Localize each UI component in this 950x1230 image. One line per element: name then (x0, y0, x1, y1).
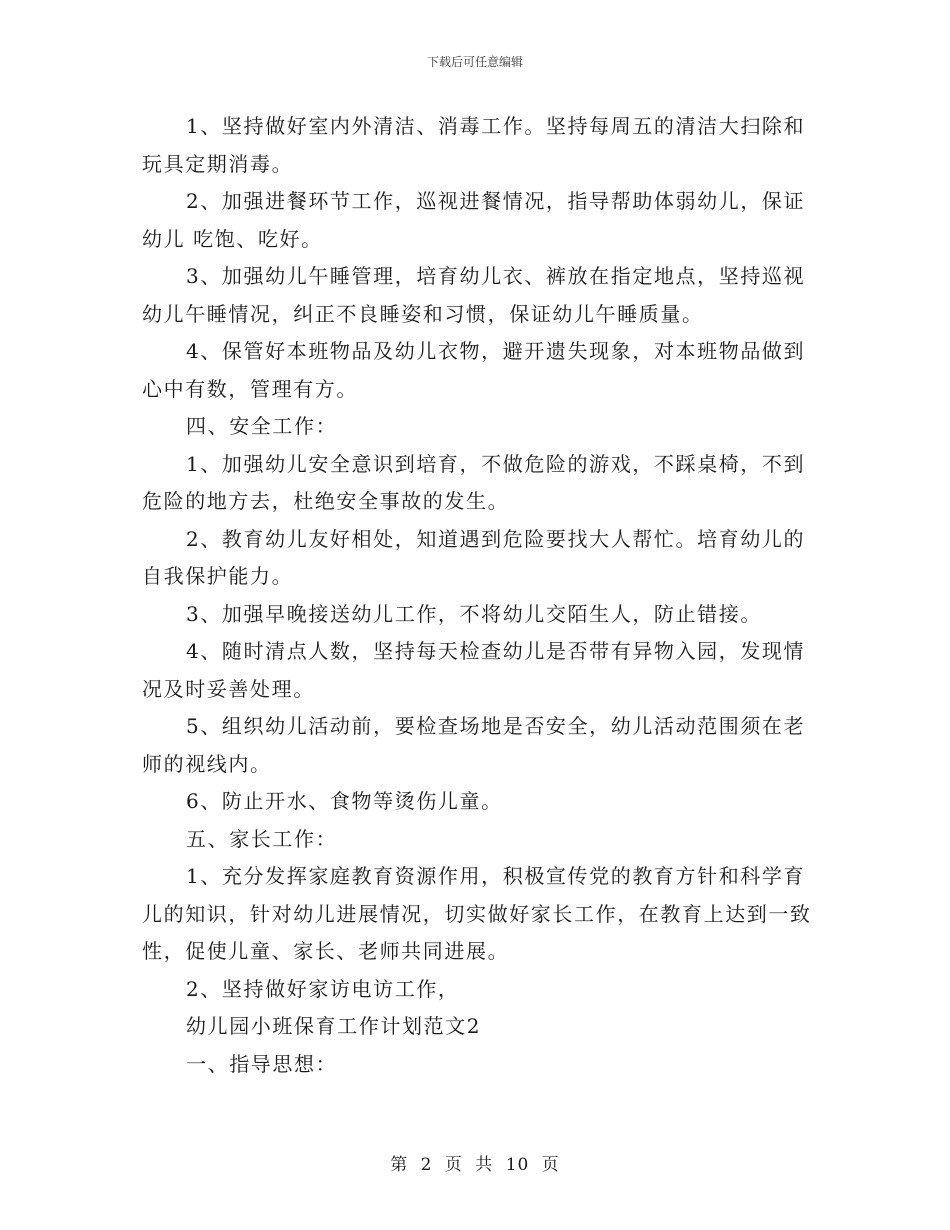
paragraph: 2、坚持做好家访电访工作， (186, 976, 460, 1001)
document-title: 幼儿园小班保育工作计划范文2 (186, 1014, 482, 1038)
paragraph: 2、加强进餐环节工作，巡视进餐情况，指导帮助体弱幼儿，保证幼儿 吃饱、吃好。 (142, 189, 806, 251)
section-heading: 一、指导思想： (186, 1051, 338, 1076)
paragraph: 6、防止开水、食物等烫伤儿童。 (186, 789, 503, 813)
paragraph: 1、加强幼儿安全意识到培育，不做危险的游戏，不踩桌椅，不到危险的地方去，杜绝安全事故的发生。 (142, 451, 806, 513)
paragraph: 1、坚持做好室内外清洁、消毒工作。坚持每周五的清洁大扫除和玩具定期消毒。 (142, 114, 806, 176)
section-heading: 四、安全工作： (186, 414, 338, 438)
paragraph: 4、保管好本班物品及幼儿衣物，避开遗失现象，对本班物品做到心中有数，管理有方。 (142, 339, 806, 401)
page-header: 下载后可任意编辑 (426, 55, 523, 69)
page-footer: 第 2 页 共 10 页 (390, 1155, 560, 1175)
paragraph: 2、教育幼儿友好相处，知道遇到危险要找大人帮忙。培育幼儿的自我保护能力。 (142, 526, 806, 588)
paragraph: 3、加强早晚接送幼儿工作，不将幼儿交陌生人，防止错接。 (186, 601, 762, 626)
section-heading: 五、家长工作： (186, 826, 338, 851)
document-body (142, 108, 812, 1083)
paragraph: 4、随时清点人数，坚持每天检查幼儿是否带有异物入园，发现情况及时妥善处理。 (142, 639, 806, 701)
paragraph: 1、充分发挥家庭教育资源作用，积极宣传党的教育方针和科学育儿的知识，针对幼儿进展情况，切实做好家长工作，在教育上达到一致性，促使儿童、家长、老师共同进展。 (142, 864, 812, 963)
paragraph: 5、组织幼儿活动前，要检查场地是否安全，幼儿活动范围须在老师的视线内。 (142, 714, 806, 776)
paragraph: 3、加强幼儿午睡管理，培育幼儿衣、裤放在指定地点，坚持巡视幼儿午睡情况，纠正不良睡姿和习惯，保证幼儿午睡质量。 (142, 264, 806, 326)
